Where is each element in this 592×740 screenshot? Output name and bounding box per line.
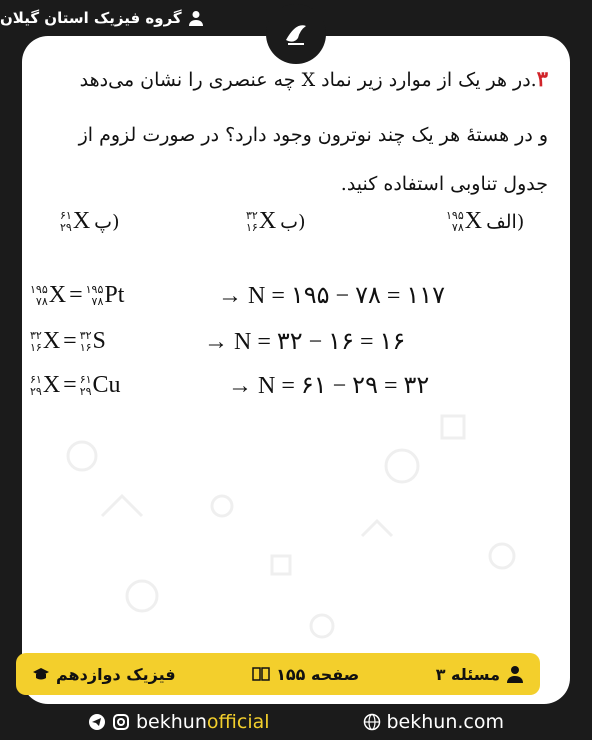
option-alef: ۱۹۵ ۷۸ X الف) — [446, 208, 525, 234]
solution-row-1: ۱۹۵ ۷۸ X = ۱۹۵ ۷۸ Pt → N = ۱۹۵ − ۷۸ = ۱۱۷ — [30, 282, 446, 309]
question-line-2: و در هستهٔ هر یک چند نوترون وجود دارد؟ در صورت لزوم از — [78, 124, 548, 146]
question-line-3: جدول تناوبی استفاده کنید. — [340, 173, 548, 195]
social-handle[interactable]: bekhunofficial — [88, 711, 270, 733]
footer-problem: مسئله ۳ — [436, 665, 524, 684]
content-card — [22, 36, 570, 704]
question-number: ۳ — [536, 66, 548, 91]
graduation-cap-icon — [32, 665, 50, 683]
student-icon — [506, 665, 524, 683]
solution-result-2: → N = ۳۲ − ۱۶ = ۱۶ — [204, 329, 406, 355]
social-site[interactable]: bekhun.com — [363, 711, 505, 733]
solution-result-1: → N = ۱۹۵ − ۷۸ = ۱۱۷ — [218, 283, 446, 309]
telegram-icon — [88, 713, 106, 731]
instagram-icon — [112, 713, 130, 731]
header-title: گروه فیزیک استان گیلان — [0, 9, 182, 27]
solution-row-3: ۶۱ ۲۹ X = ۶۱ ۲۹ Cu → N = ۶۱ − ۲۹ = ۳۲ — [30, 372, 430, 399]
bekhun-logo-icon — [266, 4, 326, 64]
social-bar — [0, 704, 592, 740]
option-be: ۳۲ ۱۶ X ب) — [246, 208, 306, 234]
footer-book: فیزیک دوازدهم — [32, 665, 176, 684]
footer-page: صفحه ۱۵۵ — [252, 665, 359, 684]
book-open-icon — [252, 665, 270, 683]
question-line-1: ۳.در هر یک از موارد زیر نماد X چه عنصری را نشان می‌دهد — [79, 66, 548, 91]
solution-row-2: ۳۲ ۱۶ X = ۳۲ ۱۶ S → N = ۳۲ − ۱۶ = ۱۶ — [30, 328, 406, 355]
solution-result-3: → N = ۶۱ − ۲۹ = ۳۲ — [228, 373, 430, 399]
footer-info-strip — [16, 653, 540, 695]
user-icon — [188, 10, 204, 26]
option-pe: ۶۱ ۲۹ X پ) — [60, 208, 120, 234]
globe-icon — [363, 713, 381, 731]
